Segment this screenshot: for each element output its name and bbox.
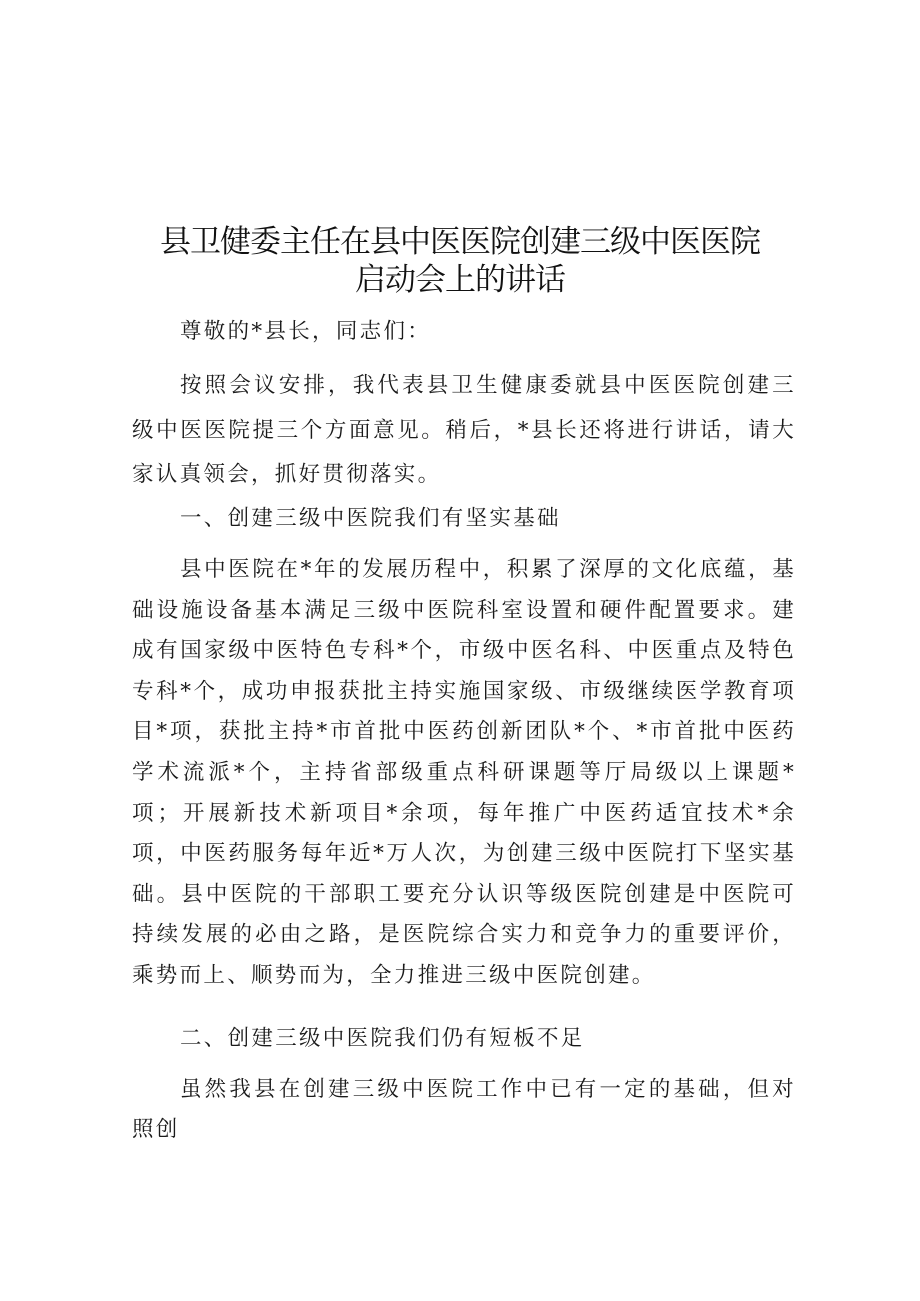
- paragraph-intro: 按照会议安排，我代表县卫生健康委就县中医医院创建三级中医医院提三个方面意见。稍后，*县长还将进行讲话，请大家认真领会，抓好贯彻落实。: [132, 373, 796, 487]
- document-title-line-1: 县卫健委主任在县中医医院创建三级中医医院: [160, 224, 760, 260]
- paragraph-section-2: 虽然我县在创建三级中医院工作中已有一定的基础，但对照创: [132, 1077, 796, 1142]
- section-heading-2: 二、创建三级中医院我们仍有短板不足: [180, 1026, 585, 1051]
- section-heading-1: 一、创建三级中医院我们有坚实基础: [180, 506, 561, 531]
- document-title-line-2: 启动会上的讲话: [355, 262, 565, 298]
- greeting: 尊敬的*县长，同志们：: [180, 319, 432, 344]
- paragraph-section-1: 县中医院在*年的发展历程中，积累了深厚的文化底蕴，基础设施设备基本满足三级中医院科室设置和硬件配置要求。建成有国家级中医特色专科*个，市级中医名科、中医重点及特色专科*个，成功申报获批主持实施国家级、市级继续医学教育项目*项，获批主持*市首批中医药创新团队*个、*市首批中医药学术流派*个，主持省部级重点科研课题等厅局级以上课题*项；开展新技术新项目*余项，每年推广中医药适宜技术*余项，中医药服务每年近*万人次，为创建三级中医院打下坚实基础。县中医院的干部职工要充分认识等级医院创建是中医院可持续发展的必由之路，是医院综合实力和竞争力的重要评价，乘势而上、顺势而为，全力推进三级中医院创建。: [132, 557, 796, 988]
